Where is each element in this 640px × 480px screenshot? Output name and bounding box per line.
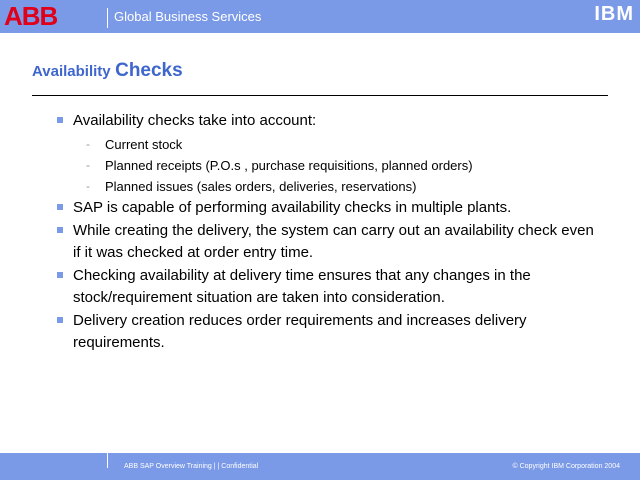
header-divider (107, 8, 108, 28)
header-title: Global Business Services (114, 9, 262, 24)
abb-logo: ABB (4, 1, 58, 31)
slide-title-part2: Checks (115, 60, 183, 81)
title-rule (32, 95, 608, 96)
bullet-item: While creating the delivery, the system can carry out an availability check even if it was checked at order entry time. (56, 220, 596, 263)
sub-bullet-item: - Current stock (56, 134, 596, 155)
bullet-item: Checking availability at delivery time ensures that any changes in the stock/requirement situation are taken into consideration. (56, 265, 596, 308)
footer-copyright: © Copyright IBM Corporation 2004 (512, 463, 620, 470)
bullet-list (56, 110, 596, 355)
footer-left-text: ABB SAP Overview Training | | Confidential (124, 463, 259, 470)
sub-bullet-item: - Planned issues (sales orders, deliveries, reservations) (56, 176, 596, 197)
footer-divider (107, 448, 108, 468)
bullet-item: Availability checks take into account: (56, 110, 596, 132)
slide-title-part1: Availability (32, 63, 111, 80)
footer-band (0, 453, 640, 480)
ibm-logo: IBM (594, 3, 634, 25)
sub-bullet-item: - Planned receipts (P.O.s , purchase requisitions, planned orders) (56, 155, 596, 176)
header-band (0, 0, 640, 33)
bullet-item: Delivery creation reduces order requirements and increases delivery requirements. (56, 310, 596, 353)
bullet-item: SAP is capable of performing availability checks in multiple plants. (56, 197, 596, 219)
slide-title (32, 60, 183, 82)
